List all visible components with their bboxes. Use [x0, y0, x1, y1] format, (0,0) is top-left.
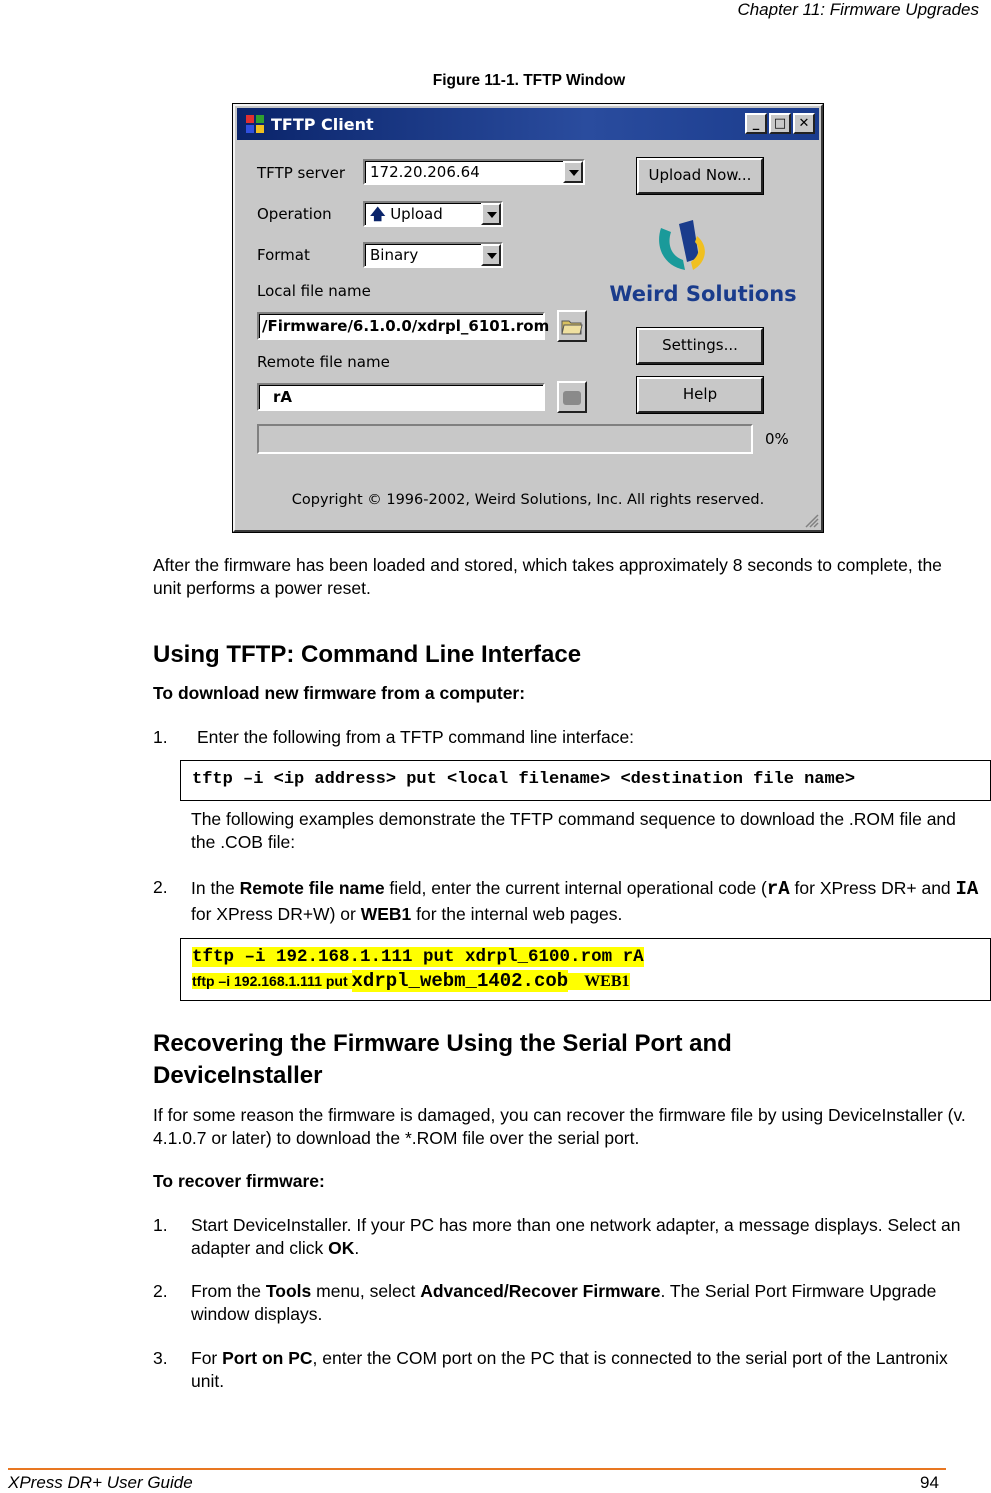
format-combo[interactable]	[363, 242, 503, 268]
recover-step1-part: .	[354, 1238, 360, 1258]
example-command-2	[192, 970, 630, 992]
recover-step3-part: For	[191, 1348, 223, 1368]
examples-text: The following examples demonstrate the TFTP command sequence to download the .ROM file and the .COB file:	[191, 809, 956, 852]
recover-step2-part: menu, select	[311, 1281, 421, 1301]
close-button[interactable]: ✕	[793, 113, 815, 134]
weird-solutions-logo-text: Weird Solutions	[609, 282, 797, 306]
step2-part: In the	[191, 878, 240, 898]
upload-now-button[interactable]: Upload Now...	[637, 158, 763, 194]
example-command-2-prefix: tftp –i 192.168.1.111 put	[192, 973, 352, 989]
tftp-app-icon	[245, 114, 265, 134]
minimize-button[interactable]: _	[745, 113, 767, 134]
heading-cli: Using TFTP: Command Line Interface	[153, 641, 582, 668]
step1-number: 1.	[153, 727, 168, 747]
recover-step2-number: 2.	[153, 1281, 168, 1301]
step2-part: field, enter the current internal operational code (	[384, 878, 767, 898]
window-title: TFTP Client	[271, 114, 374, 134]
example-command-2-file: xdrpl_webm_1402.cob	[351, 970, 569, 992]
format-value: Binary	[370, 246, 419, 264]
figure-caption: Figure 11-1. TFTP Window	[432, 72, 626, 89]
footer-page-number: 94	[920, 1473, 939, 1492]
upload-progress-bar	[257, 424, 753, 454]
paragraph-after-load: After the firmware has been loaded and stored, which takes approximately 8 seconds to complete, the unit performs a power reset.	[153, 555, 942, 598]
example-command-1	[192, 947, 644, 967]
help-button[interactable]: Help	[637, 377, 763, 413]
weird-solutions-logo-icon	[653, 216, 713, 276]
progress-percent: 0%	[765, 430, 789, 448]
tftp-server-label: TFTP server	[257, 164, 345, 182]
operation-label: Operation	[257, 205, 332, 223]
code-IA: IA	[955, 878, 979, 900]
remote-file-input[interactable]: rA	[257, 383, 545, 411]
folder-icon	[560, 314, 584, 338]
settings-button[interactable]: Settings...	[637, 328, 763, 364]
subheading-download: To download new firmware from a computer:	[153, 683, 526, 703]
command-syntax: tftp –i <ip address> put <local filename> <destination file name>	[192, 770, 856, 789]
subheading-recover: To recover firmware:	[153, 1171, 325, 1191]
step2-part: for XPress DR+ and	[789, 878, 956, 898]
recover-step2-part: From the	[191, 1281, 266, 1301]
code-rA: rA	[766, 878, 790, 900]
remote-file-label: Remote file name	[257, 353, 390, 371]
recover-step3-number: 3.	[153, 1348, 168, 1368]
example-command-1-text: tftp –i 192.168.1.111 put xdrpl_6100.rom rA	[192, 947, 644, 967]
browse-remote-button[interactable]	[557, 381, 587, 413]
copyright-text: Copyright © 1996-2002, Weird Solutions, Inc. All rights reserved.	[291, 492, 765, 508]
local-file-label: Local file name	[257, 282, 371, 300]
example-commands-box	[180, 938, 991, 1001]
footer-divider	[8, 1468, 946, 1470]
operation-value: Upload	[390, 205, 443, 223]
recover-step1-number: 1.	[153, 1215, 168, 1235]
arrow-up-icon: 🡅	[370, 205, 386, 223]
recover-step1-part: Start DeviceInstaller. If your PC has more than one network adapter, a message displays. Select an adapter and click	[191, 1215, 961, 1258]
example-command-2-target: WEB1	[568, 973, 629, 990]
maximize-button[interactable]: □	[769, 113, 791, 134]
paragraph-recover: If for some reason the firmware is damaged, you can recover the firmware file by using DeviceInstaller (v. 4.1.0.7 or later) to download the *.ROM file over the serial port.	[153, 1105, 966, 1148]
step2-part: for XPress DR+W) or	[191, 904, 361, 924]
recover-step1-text	[191, 1214, 971, 1260]
ok-term: OK	[328, 1238, 355, 1258]
chevron-down-icon[interactable]	[481, 203, 501, 225]
tftp-server-value: 172.20.206.64	[370, 163, 480, 181]
resize-grip-icon[interactable]	[803, 512, 819, 528]
advanced-recover-firmware-term: Advanced/Recover Firmware	[420, 1281, 661, 1301]
folder-icon-disabled	[560, 385, 584, 409]
chapter-header: Chapter 11: Firmware Upgrades	[737, 0, 979, 19]
heading-recover: Recovering the Firmware Using the Serial Port and DeviceInstaller	[153, 1030, 732, 1089]
title-bar	[237, 108, 819, 140]
chevron-down-icon[interactable]	[481, 244, 501, 266]
local-file-input[interactable]: /Firmware/6.1.0.0/xdrpl_6101.rom	[257, 312, 545, 340]
recover-step3-part: , enter the COM port on the PC that is connected to the serial port of the Lantronix unit.	[191, 1348, 948, 1391]
recover-step2-text	[191, 1280, 971, 1326]
step1-text: Enter the following from a TFTP command line interface:	[197, 727, 635, 747]
tftp-client-window	[233, 104, 823, 532]
step2-number: 2.	[153, 877, 168, 897]
tools-term: Tools	[265, 1281, 312, 1301]
code-WEB1: WEB1	[360, 904, 412, 924]
step2-text	[191, 876, 981, 927]
footer-guide-title: XPress DR+ User Guide	[8, 1473, 193, 1492]
chevron-down-icon[interactable]	[563, 161, 583, 183]
format-label: Format	[257, 246, 310, 264]
browse-local-button[interactable]	[557, 310, 587, 342]
remote-file-name-term: Remote file name	[239, 878, 385, 898]
recover-step3-text	[191, 1347, 981, 1393]
command-syntax-box	[180, 760, 991, 801]
tftp-server-combo[interactable]	[363, 159, 585, 185]
recover-step2-part: . The Serial Port Firmware Upgrade window displays.	[191, 1281, 937, 1324]
operation-combo[interactable]	[363, 201, 503, 227]
step2-part: for the internal web pages.	[411, 904, 623, 924]
port-on-pc-term: Port on PC	[222, 1348, 313, 1368]
